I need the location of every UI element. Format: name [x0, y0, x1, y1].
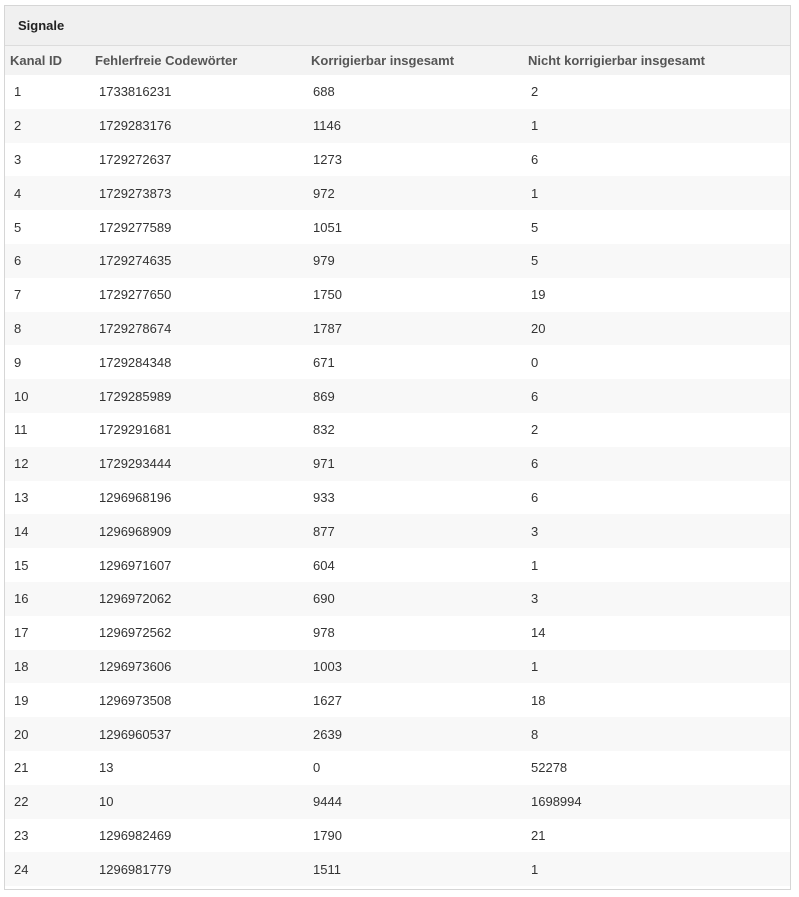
cell-fehlerfreie-codewoerter: 1729277650 [99, 287, 172, 303]
cell-korrigierbar: 9444 [313, 794, 342, 810]
cell-fehlerfreie-codewoerter: 1296972062 [99, 591, 172, 607]
table-row [5, 278, 790, 312]
cell-nicht-korrigierbar: 5 [531, 219, 539, 235]
table-body [5, 75, 790, 886]
cell-nicht-korrigierbar: 18 [531, 692, 546, 708]
cell-korrigierbar: 832 [313, 422, 335, 438]
cell-nicht-korrigierbar: 19 [531, 287, 546, 303]
cell-korrigierbar: 869 [313, 388, 335, 404]
cell-fehlerfreie-codewoerter: 1296981779 [99, 861, 172, 877]
cell-korrigierbar: 1051 [313, 219, 342, 235]
column-header-fehlerfreie-codewoerter: Fehlerfreie Codewörter [95, 53, 238, 68]
cell-nicht-korrigierbar: 1 [531, 557, 539, 573]
table-row [5, 481, 790, 515]
cell-kanal-id: 2 [14, 118, 22, 134]
cell-kanal-id: 22 [14, 794, 29, 810]
cell-kanal-id: 10 [14, 388, 29, 404]
cell-kanal-id: 20 [14, 726, 29, 742]
cell-fehlerfreie-codewoerter: 1296973508 [99, 692, 172, 708]
cell-korrigierbar: 671 [313, 354, 335, 370]
cell-nicht-korrigierbar: 5 [531, 253, 539, 269]
cell-nicht-korrigierbar: 21 [531, 827, 546, 843]
cell-korrigierbar: 971 [313, 456, 335, 472]
cell-fehlerfreie-codewoerter: 1729293444 [99, 456, 172, 472]
cell-korrigierbar: 2639 [313, 726, 342, 742]
cell-korrigierbar: 1273 [313, 151, 342, 167]
cell-fehlerfreie-codewoerter: 10 [99, 794, 114, 810]
cell-nicht-korrigierbar: 6 [531, 489, 539, 505]
table-row [5, 244, 790, 278]
cell-nicht-korrigierbar: 3 [531, 523, 539, 539]
cell-kanal-id: 9 [14, 354, 22, 370]
cell-fehlerfreie-codewoerter: 1729277589 [99, 219, 172, 235]
cell-kanal-id: 12 [14, 456, 29, 472]
cell-nicht-korrigierbar: 6 [531, 151, 539, 167]
table-row [5, 379, 790, 413]
cell-kanal-id: 4 [14, 185, 22, 201]
cell-nicht-korrigierbar: 1 [531, 658, 539, 674]
cell-korrigierbar: 978 [313, 625, 335, 641]
table-header-row [5, 46, 790, 75]
table-row [5, 751, 790, 785]
cell-kanal-id: 24 [14, 861, 29, 877]
cell-kanal-id: 6 [14, 253, 22, 269]
cell-korrigierbar: 690 [313, 591, 335, 607]
cell-fehlerfreie-codewoerter: 1729272637 [99, 151, 172, 167]
cell-fehlerfreie-codewoerter: 1729274635 [99, 253, 172, 269]
cell-korrigierbar: 1146 [313, 118, 341, 134]
table-row [5, 447, 790, 481]
table-row [5, 210, 790, 244]
cell-nicht-korrigierbar: 6 [531, 456, 539, 472]
cell-kanal-id: 3 [14, 151, 22, 167]
column-header-kanal-id: Kanal ID [10, 53, 63, 68]
cell-nicht-korrigierbar: 1 [531, 185, 539, 201]
cell-korrigierbar: 1627 [313, 692, 342, 708]
cell-korrigierbar: 1750 [313, 287, 342, 303]
cell-kanal-id: 16 [14, 591, 29, 607]
cell-fehlerfreie-codewoerter: 1296968196 [99, 489, 172, 505]
cell-kanal-id: 8 [14, 320, 22, 336]
cell-korrigierbar: 604 [313, 557, 335, 573]
cell-fehlerfreie-codewoerter: 1729284348 [99, 354, 172, 370]
cell-nicht-korrigierbar: 2 [531, 84, 539, 100]
table-row [5, 683, 790, 717]
cell-korrigierbar: 0 [313, 760, 321, 776]
cell-nicht-korrigierbar: 0 [531, 354, 539, 370]
cell-kanal-id: 19 [14, 692, 29, 708]
column-header-korrigierbar: Korrigierbar insgesamt [311, 53, 455, 68]
cell-korrigierbar: 933 [313, 489, 335, 505]
cell-kanal-id: 23 [14, 827, 29, 843]
cell-kanal-id: 17 [14, 625, 29, 641]
cell-korrigierbar: 877 [313, 523, 335, 539]
cell-korrigierbar: 1003 [313, 658, 342, 674]
panel-header [5, 6, 790, 46]
table-row [5, 616, 790, 650]
table-row [5, 852, 790, 886]
cell-nicht-korrigierbar: 2 [531, 422, 539, 438]
cell-kanal-id: 15 [14, 557, 29, 573]
signale-panel [4, 5, 791, 890]
cell-korrigierbar: 972 [313, 185, 335, 201]
cell-fehlerfreie-codewoerter: 1729291681 [99, 422, 172, 438]
cell-kanal-id: 11 [14, 422, 28, 438]
cell-fehlerfreie-codewoerter: 1729283176 [99, 118, 172, 134]
cell-korrigierbar: 688 [313, 84, 335, 100]
cell-nicht-korrigierbar: 52278 [531, 760, 568, 776]
cell-fehlerfreie-codewoerter: 1296968909 [99, 523, 172, 539]
table-row [5, 109, 790, 143]
cell-kanal-id: 5 [14, 219, 22, 235]
cell-nicht-korrigierbar: 3 [531, 591, 539, 607]
cell-nicht-korrigierbar: 8 [531, 726, 539, 742]
cell-korrigierbar: 979 [313, 253, 335, 269]
cell-korrigierbar: 1787 [313, 320, 342, 336]
cell-korrigierbar: 1790 [313, 827, 342, 843]
table-row [5, 75, 790, 109]
cell-fehlerfreie-codewoerter: 1729278674 [99, 320, 172, 336]
table-row [5, 176, 790, 210]
table-row [5, 548, 790, 582]
cell-nicht-korrigierbar: 1 [531, 118, 539, 134]
table-row [5, 582, 790, 616]
table-row [5, 819, 790, 853]
cell-nicht-korrigierbar: 14 [531, 625, 546, 641]
cell-fehlerfreie-codewoerter: 1729285989 [99, 388, 172, 404]
cell-fehlerfreie-codewoerter: 1296973606 [99, 658, 172, 674]
cell-kanal-id: 7 [14, 287, 22, 303]
cell-nicht-korrigierbar: 20 [531, 320, 546, 336]
cell-fehlerfreie-codewoerter: 1296972562 [99, 625, 172, 641]
cell-korrigierbar: 1511 [313, 861, 341, 877]
signal-table [5, 46, 790, 886]
table-row [5, 785, 790, 819]
cell-nicht-korrigierbar: 6 [531, 388, 539, 404]
table-row [5, 514, 790, 548]
cell-fehlerfreie-codewoerter: 1296982469 [99, 827, 172, 843]
table-row [5, 143, 790, 177]
cell-kanal-id: 18 [14, 658, 29, 674]
cell-fehlerfreie-codewoerter: 1733816231 [99, 84, 172, 100]
cell-kanal-id: 14 [14, 523, 29, 539]
cell-kanal-id: 21 [14, 760, 29, 776]
column-header-nicht-korrigierbar: Nicht korrigierbar insgesamt [528, 53, 705, 68]
cell-nicht-korrigierbar: 1 [531, 861, 539, 877]
cell-fehlerfreie-codewoerter: 1729273873 [99, 185, 172, 201]
cell-kanal-id: 13 [14, 489, 29, 505]
cell-fehlerfreie-codewoerter: 1296971607 [99, 557, 172, 573]
cell-kanal-id: 1 [14, 84, 22, 100]
table-row [5, 717, 790, 751]
table-row [5, 345, 790, 379]
cell-fehlerfreie-codewoerter: 1296960537 [99, 726, 172, 742]
panel-title: Signale [18, 18, 65, 33]
cell-nicht-korrigierbar: 1698994 [531, 794, 582, 810]
table-row [5, 413, 790, 447]
cell-fehlerfreie-codewoerter: 13 [99, 760, 114, 776]
table-row [5, 650, 790, 684]
table-row [5, 312, 790, 346]
